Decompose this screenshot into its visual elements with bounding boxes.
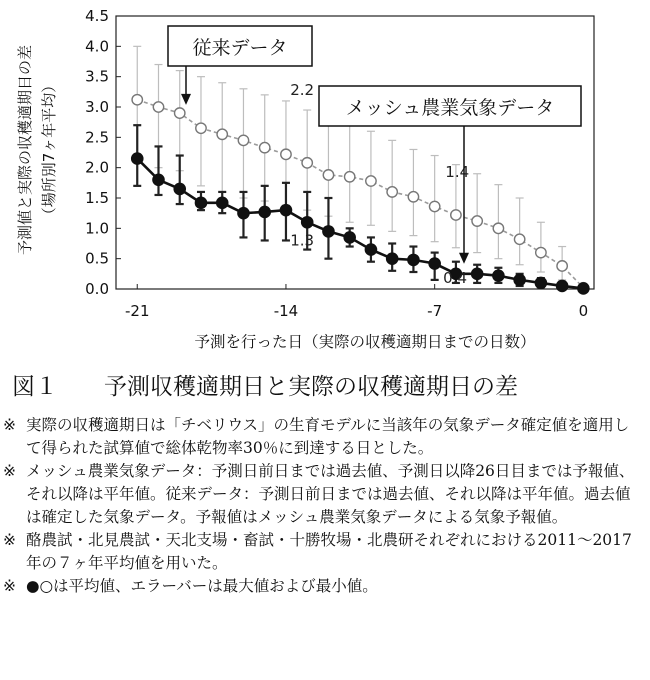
note-mark: ※ [3,531,16,549]
x-axis-label: 予測を行った日（実際の収穫適期日までの日数） [194,333,536,351]
series-conventional [132,46,589,293]
y-axis-sublabel: （場所別7ヶ年平均） [40,77,58,223]
data-point [408,192,418,202]
figure-number: 図１ [12,374,58,400]
note-mark: ※ [3,462,16,480]
data-point [153,174,164,185]
callout-label: メッシュ農業気象データ [345,97,555,119]
note-text: メッシュ農業気象データ：予測日前日までは過去値、予測日以降26日目までは予報値、それ以降は平年値。従来データ：予測日前日までは過去値、それ以降は平年値。過去値は確定した気象データ。予報値はメッシュ農業気象データによる気象予報値。 [26,462,635,526]
data-point [323,170,333,180]
data-point [174,183,185,194]
data-point [344,172,354,182]
notes [3,414,643,598]
data-point [238,135,248,145]
data-point [536,247,546,257]
y-tick-label: 0.5 [85,249,109,268]
data-point [238,208,249,219]
data-point [323,226,334,237]
data-point [472,268,483,279]
annotation-label: 0.4 [443,268,468,287]
x-tick-label: -14 [273,302,299,320]
note-item [3,414,643,460]
data-point [493,223,503,233]
data-point [557,261,567,271]
x-tick-label: -21 [124,302,150,320]
data-point [175,108,185,118]
note-item [3,460,643,529]
data-point [429,258,440,269]
y-tick-label: 0.0 [85,280,109,298]
data-point [302,217,313,228]
y-tick-label: 3.0 [85,98,109,116]
annotation-label: 1.3 [290,231,315,250]
data-point [514,234,524,244]
y-axis-label: 予測値と実際の収穫適期日の差 [16,44,34,256]
data-point [493,270,504,281]
data-point [451,210,461,220]
data-point [259,206,270,217]
y-tick-label: 2.5 [85,128,109,147]
note-text: ●○は平均値、エラーバーは最大値および最小値。 [26,577,378,595]
data-point [366,176,376,186]
y-tick-label: 3.5 [85,67,109,86]
callout-arrow-head [181,94,191,105]
figure-title: 予測収穫適期日と実際の収穫適期日の差 [104,374,518,400]
series-line [137,159,583,289]
note-mark: ※ [3,577,16,595]
note-item [3,529,643,575]
series-mesh [132,125,589,294]
data-point [281,149,291,159]
note-mark: ※ [3,416,16,434]
callout-label: 従来データ [192,37,288,59]
note-item [3,575,643,598]
data-point [196,123,206,133]
note-text: 実際の収穫適期日は「チベリウス」の生育モデルに当該年の気象データ確定値を適用して得られた試算値で総体乾物率30％に到達する日とした。 [26,416,630,457]
note-text: 酪農試・北見農試・天北支場・畜試・十勝牧場・北農研それぞれにおける2011〜2017年の７ヶ年平均値を用いた。 [26,531,632,572]
data-point [408,254,419,265]
data-point [472,216,482,226]
data-point [217,197,228,208]
annotation-label: 2.2 [290,80,315,99]
callout-arrow-head [459,253,469,264]
y-tick-label: 1.5 [85,189,109,207]
y-tick-label: 2.0 [85,158,109,177]
figure-caption [12,368,638,401]
data-point [217,129,227,139]
data-point [132,95,142,105]
data-point [153,102,163,112]
data-point [514,274,525,285]
data-point [280,205,291,216]
data-point [132,153,143,164]
data-point [260,142,270,152]
data-point [535,277,546,288]
y-tick-label: 1.0 [85,219,109,238]
data-point [365,244,376,255]
data-point [387,253,398,264]
data-point [302,158,312,168]
y-tick-label: 4.0 [85,37,109,56]
data-point [344,232,355,243]
data-point [429,201,439,211]
data-point [387,187,397,197]
data-point [195,197,206,208]
data-point [578,283,589,294]
data-point [557,280,568,291]
annotation-label: 1.4 [445,162,470,181]
x-tick-label: -7 [427,302,443,320]
y-tick-label: 4.5 [85,7,109,25]
x-tick-label: 0 [578,302,589,320]
